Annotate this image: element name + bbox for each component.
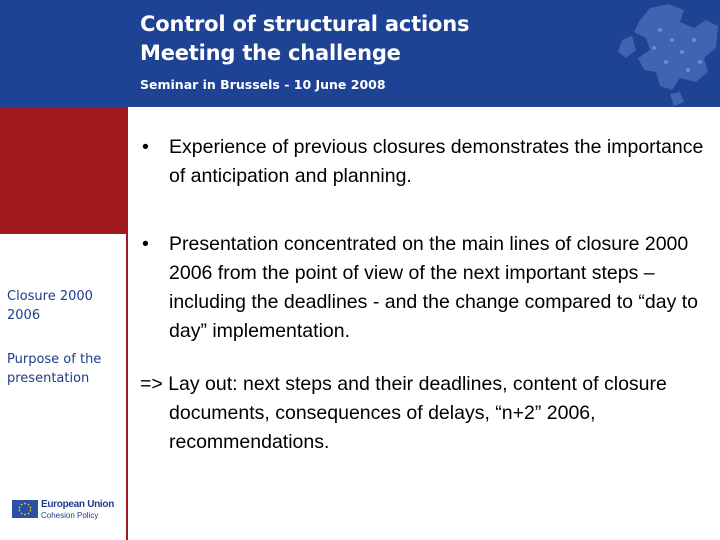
sidebar-item-purpose: Purpose of the presentation — [7, 352, 102, 386]
title-line-1: Control of structural actions — [140, 12, 470, 36]
slide-header — [0, 0, 720, 107]
europe-map-icon — [610, 0, 720, 107]
sidebar-item-closure: Closure 2000 2006 — [7, 289, 93, 323]
title-line-2: Meeting the challenge — [140, 41, 401, 65]
sidebar — [0, 107, 127, 540]
bullet-text: Presentation concentrated on the main lines of closure 2000 2006 from the point of view of the next important steps – including the deadlines - and the change compared to “day to day” implementation. — [169, 233, 699, 342]
sidebar-divider — [126, 107, 128, 540]
bullet-anticipation — [140, 133, 710, 191]
bullet-presentation — [140, 230, 710, 346]
slide-title — [140, 10, 469, 68]
eu-flag-icon — [12, 500, 38, 518]
sidebar-accent-block — [0, 107, 127, 234]
slide-subtitle: Seminar in Brussels - 10 June 2008 — [140, 77, 386, 92]
slide-body — [140, 133, 710, 477]
logo-line-1: European Union — [41, 499, 115, 510]
bullet-symbol: • — [142, 233, 149, 255]
logo-line-2: Cohesion Policy — [41, 511, 99, 520]
bullet-text: Experience of previous closures demonstrates the importance of anticipation and planning. — [169, 136, 704, 187]
layout-summary: => Lay out: next steps and their deadlines, content of closure documents, consequences of delays, “n+2” 2006, recommendations. — [140, 373, 667, 453]
eu-logo — [12, 498, 116, 522]
bullet-symbol: • — [142, 136, 149, 158]
